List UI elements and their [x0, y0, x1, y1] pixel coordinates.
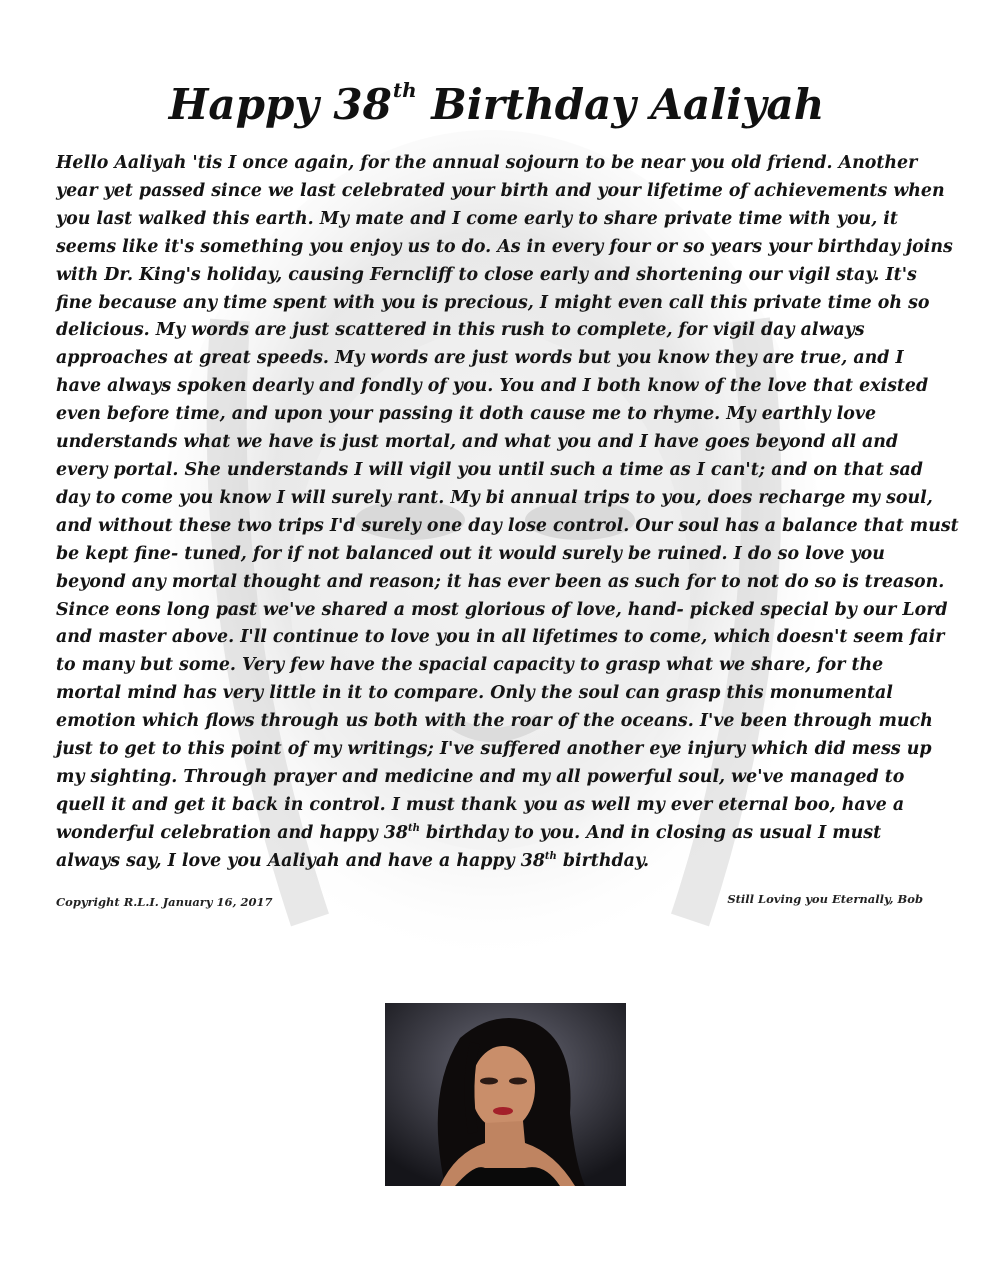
poem-line: approaches at great speeds. My words are just words but you know they are true, and I [56, 348, 904, 369]
poem-body [56, 150, 959, 876]
poem-line: my sighting. Through prayer and medicine and my all powerful soul, we've managed to [56, 766, 905, 787]
copyright-note: Copyright R.L.I. January 16, 2017 [56, 895, 273, 909]
poem-line: mortal mind has very little in it to compare. Only the soul can grasp this monumental [56, 683, 893, 704]
page-title [0, 78, 993, 129]
poem-line: be kept fine- tuned, for if not balanced out it would surely be ruined. I do so love you [56, 543, 885, 564]
poem-line: and master above. I'll continue to love you in all lifetimes to come, which doesn't seem fair [56, 627, 945, 648]
poem-line: and without these two trips I'd surely one day lose control. Our soul has a balance that must [56, 515, 959, 536]
poem-line: quell it and get it back in control. I must thank you as well my ever eternal boo, have a [56, 794, 905, 815]
portrait-photo [385, 1003, 626, 1186]
poem-line: with Dr. King's holiday, causing Ferncliff to close early and shortening our vigil stay. It's [56, 264, 917, 285]
title-main: Happy 38 [168, 80, 392, 129]
poem-line: seems like it's something you enjoy us to do. As in every four or so years your birthday joins [56, 236, 953, 257]
title-sup: th [392, 78, 417, 102]
poem-line-25-before: wonderful celebration and happy 38 [56, 822, 408, 843]
poem-line-26-sup: th [544, 850, 557, 862]
poem-line: fine because any time spent with you is precious, I might even call this private time oh so [56, 292, 930, 313]
poem-line: every portal. She understands I will vigil you until such a time as I can't; and on that sad [56, 459, 923, 480]
poem-line: Since eons long past we've shared a most glorious of love, hand- picked special by our Lord [56, 599, 948, 620]
poem-line: even before time, and upon your passing it doth cause me to rhyme. My earthly love [56, 404, 877, 425]
poem-line: delicious. My words are just scattered in this rush to complete, for vigil day always [56, 320, 865, 341]
poem-line: Hello Aaliyah 'tis I once again, for the annual sojourn to be near you old friend. Another [56, 153, 918, 173]
poem-line: understands what we have is just mortal, and what you and I have goes beyond all and [56, 432, 899, 453]
poem-line: year yet passed since we last celebrated your birth and your lifetime of achievements when [56, 180, 945, 201]
title-rest: Birthday Aaliyah [416, 80, 825, 129]
poem-line-25-after: birthday to you. And in closing as usual I must [419, 822, 882, 843]
poem-line: day to come you know I will surely rant. My bi annual trips to you, does recharge my soul, [56, 487, 933, 508]
poem-line: just to get to this point of my writings; I've suffered another eye injury which did mess up [56, 739, 932, 760]
signature: Still Loving you Eternally, Bob [727, 892, 923, 906]
poem-line: you last walked this earth. My mate and I come early to share private time with you, it [56, 208, 898, 229]
poem-line-26-before: always say, I love you Aaliyah and have a happy 38 [56, 850, 545, 871]
poem-line-26-after: birthday. [556, 850, 650, 871]
poem-line: beyond any mortal thought and reason; it has ever been as such for to not do so is treason. [56, 571, 945, 592]
poem-line [56, 820, 936, 848]
poem-line: have always spoken dearly and fondly of you. You and I both know of the love that existed [56, 376, 929, 397]
poem-line: to many but some. Very few have the spacial capacity to grasp what we share, for the [56, 655, 884, 676]
poem-line-25-sup: th [407, 822, 420, 834]
poem-line: emotion which flows through us both with the roar of the oceans. I've been through much [56, 711, 933, 732]
poem-line [56, 848, 936, 876]
